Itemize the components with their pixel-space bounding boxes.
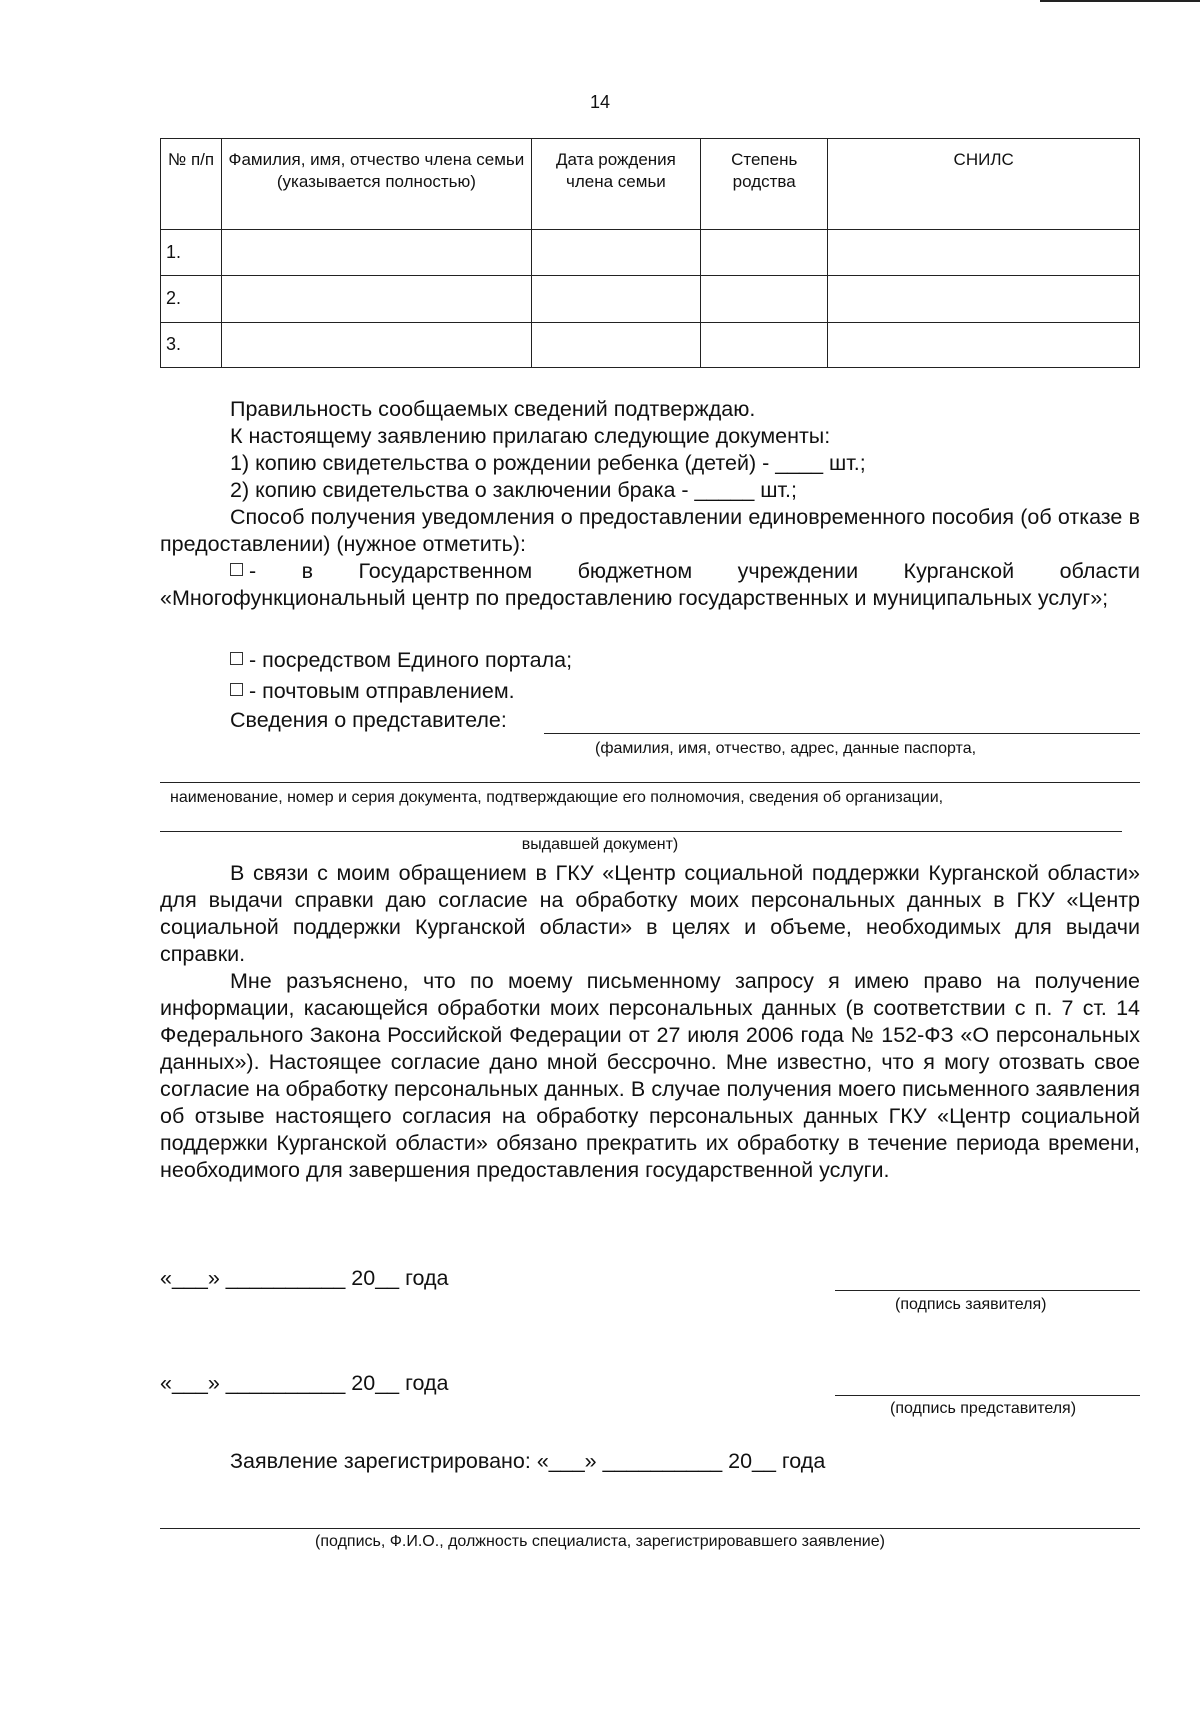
table-row [161, 322, 1140, 367]
family-members-table [160, 138, 1140, 368]
representative-date: «___» __________ 20__ года [160, 1371, 449, 1395]
page-number: 14 [589, 92, 611, 112]
attachment-item-2: 2) копию свидетельства о заключении брака - _____ шт.; [230, 478, 797, 502]
consent-paragraph-1: В связи с моим обращением в ГКУ «Центр социальной поддержки Курганской области» для выдачи справки даю согласие на обработку моих персональных данных в ГКУ «Центр социальной поддержки Курганской области» в целях и объеме, необходимых для выдачи справки. [160, 861, 1140, 966]
cell-birth-date[interactable] [531, 230, 700, 275]
option-mfc-label: - в Государственном бюджетном учреждении Курганской области «Многофункциональный центр по предоставлению государственных и муниципальных услуг»; [160, 559, 1140, 610]
table-row [161, 275, 1140, 322]
consent-paragraph-2: Мне разъяснено, что по моему письменному запросу я имею право на получение информации, касающейся обработки моих персональных данных (в соответствии с п. 7 ст. 14 Федерального Закона Российской Федерации от 27 июля 2006 года № 152-ФЗ «О персональных данных»). Настоящее согласие дано мной бессрочно. Мне известно, что я могу отозвать свое согласие на обработку персональных данных. В случае получения моего письменного заявления об отзыве настоящего согласия на обработку персональных данных ГКУ «Центр социальной поддержки Курганской области» обязано прекратить их обработку в течение периода времени, необходимого для завершения предоставления государственной услуги. [160, 969, 1140, 1182]
cell-birth-date[interactable] [531, 275, 700, 322]
top-edge-line [1040, 0, 1200, 2]
cell-snils[interactable] [828, 275, 1140, 322]
cell-birth-date[interactable] [531, 322, 700, 367]
representative-signature-line[interactable] [835, 1395, 1140, 1396]
table-row [161, 230, 1140, 275]
header-relation: Степень родства [701, 139, 828, 230]
representative-field-line[interactable] [544, 733, 1140, 734]
header-number: № п/п [161, 139, 222, 230]
attachment-item-1: 1) копию свидетельства о рождении ребенка (детей) - ____ шт.; [230, 451, 866, 475]
header-birth-date: Дата рождения члена семьи [531, 139, 700, 230]
option-portal [160, 647, 1140, 674]
row-number: 3. [161, 322, 222, 367]
cell-relation[interactable] [701, 275, 828, 322]
row-number: 1. [161, 230, 222, 275]
specialist-signature-line[interactable] [160, 1528, 1140, 1529]
cell-snils[interactable] [828, 322, 1140, 367]
representative-label: Сведения о представителе: [230, 708, 507, 732]
checkbox-mail[interactable] [230, 683, 243, 696]
registered-date: «___» __________ 20__ года [536, 1449, 826, 1473]
option-mail-label: - почтовым отправлением. [249, 679, 515, 703]
row-number: 2. [161, 275, 222, 322]
header-full-name: Фамилия, имя, отчество члена семьи (указывается полностью) [222, 139, 532, 230]
cell-snils[interactable] [828, 230, 1140, 275]
checkbox-portal[interactable] [230, 652, 243, 665]
header-snils: СНИЛС [828, 139, 1140, 230]
representative-hint-3: выдавшей документ) [521, 836, 679, 853]
registered-label: Заявление зарегистрировано: [230, 1449, 531, 1473]
specialist-hint: (подпись, Ф.И.О., должность специалиста, зарегистрировавшего заявление) [315, 1533, 885, 1550]
cell-relation[interactable] [701, 322, 828, 367]
option-portal-label: - посредством Единого портала; [249, 648, 573, 672]
representative-hint-1: (фамилия, имя, отчество, адрес, данные паспорта, [595, 740, 977, 757]
method-text: Способ получения уведомления о предоставлении единовременного пособия (об отказе в предоставлении) (нужное отметить): [160, 505, 1140, 556]
representative-hint-2: наименование, номер и серия документа, подтверждающие его полномочия, сведения об организации, [170, 789, 944, 806]
table-header-row [161, 139, 1140, 230]
registered-line [230, 1449, 825, 1474]
cell-name[interactable] [222, 230, 532, 275]
representative-line-3[interactable] [160, 831, 1122, 832]
applicant-sign-hint: (подпись заявителя) [895, 1296, 1047, 1313]
confirm-text: Правильность сообщаемых сведений подтверждаю. [230, 397, 756, 421]
checkbox-mfc[interactable] [230, 563, 243, 576]
applicant-signature-line[interactable] [835, 1290, 1140, 1291]
cell-name[interactable] [222, 322, 532, 367]
cell-name[interactable] [222, 275, 532, 322]
attach-intro: К настоящему заявлению прилагаю следующие документы: [230, 424, 831, 448]
option-mail [160, 678, 1140, 705]
cell-relation[interactable] [701, 230, 828, 275]
representative-sign-hint: (подпись представителя) [890, 1400, 1077, 1417]
applicant-date: «___» __________ 20__ года [160, 1266, 449, 1290]
representative-line-2[interactable] [160, 782, 1140, 783]
option-mfc [160, 558, 1140, 612]
